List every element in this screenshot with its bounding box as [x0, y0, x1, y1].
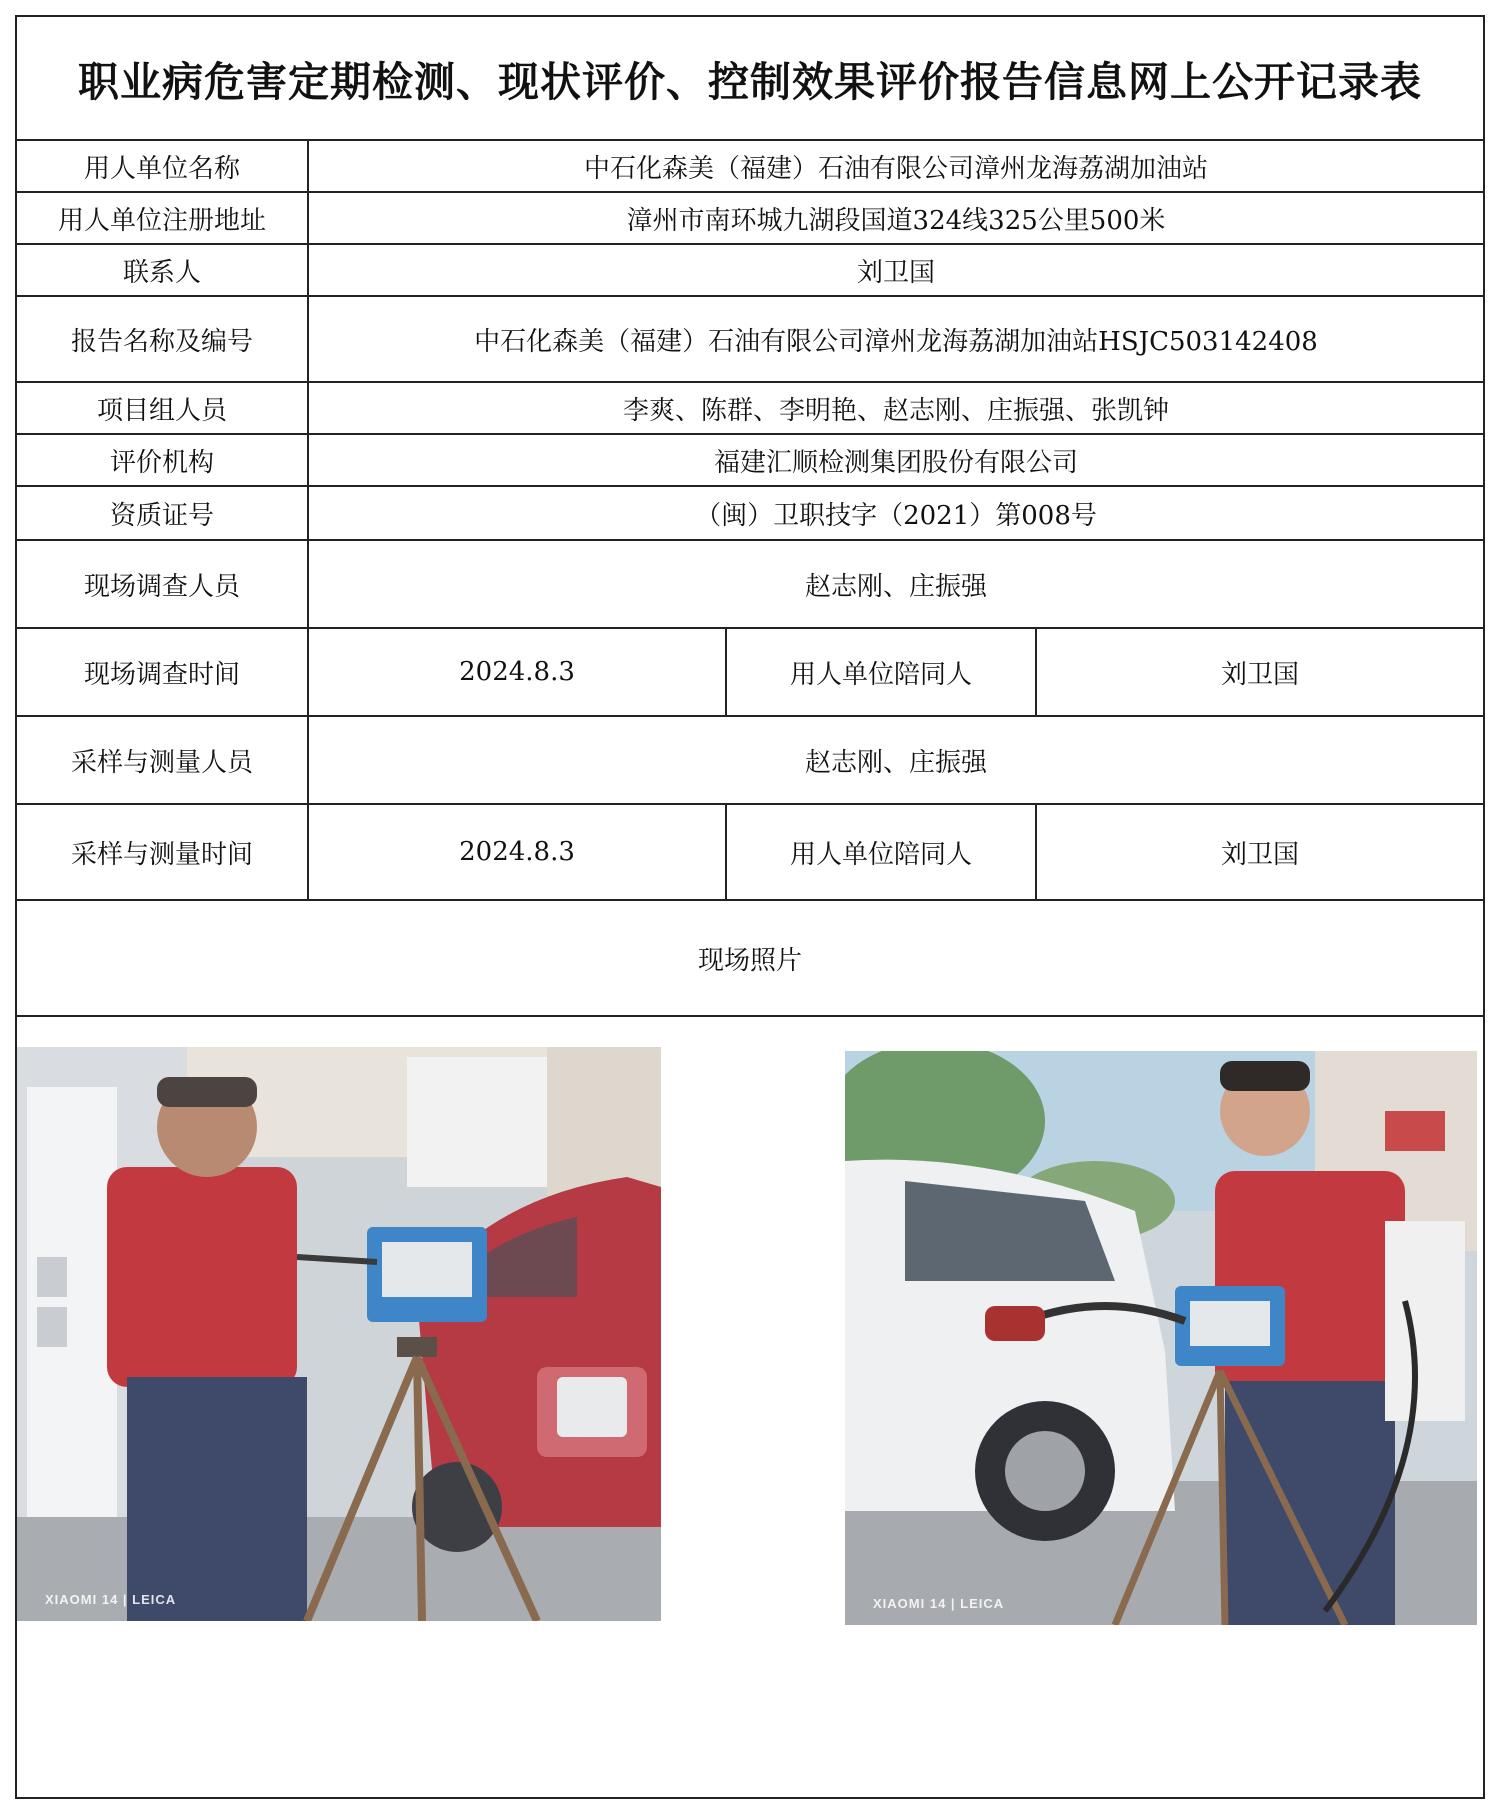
row-evaluation-org	[17, 435, 1483, 487]
row-employer-address	[17, 193, 1483, 245]
sampling-companion-label: 用人单位陪同人	[727, 805, 1037, 899]
survey-companion-value: 刘卫国	[1220, 659, 1299, 690]
record-form	[15, 15, 1485, 1799]
row-sampling-time	[17, 805, 1483, 901]
site-photo-left	[17, 1047, 661, 1621]
qualification-label: 资质证号	[17, 487, 309, 539]
row-qualification	[17, 487, 1483, 541]
site-photos-heading: 现场照片	[17, 901, 1483, 1017]
photo-watermark-left: XIAOMI 14 | LEICA	[45, 1592, 177, 1607]
contact-label: 联系人	[17, 245, 309, 295]
sampling-time-label: 采样与测量时间	[17, 805, 309, 899]
sampling-staff-value: 赵志刚、庄振强	[804, 747, 987, 778]
project-members-label: 项目组人员	[17, 383, 309, 433]
survey-staff-label: 现场调查人员	[17, 541, 309, 627]
survey-staff-value: 赵志刚、庄振强	[804, 571, 987, 602]
site-photo-right	[845, 1051, 1477, 1625]
survey-time-value: 2024.8.3	[309, 629, 727, 715]
evaluation-org-label: 评价机构	[17, 435, 309, 485]
sampling-companion-value: 刘卫国	[1220, 839, 1299, 870]
site-photo-right-drawing	[845, 1051, 1477, 1625]
employer-address-value: 漳州市南环城九湖段国道324线325公里500米	[626, 205, 1166, 236]
employer-address-label: 用人单位注册地址	[17, 193, 309, 243]
report-name-value: 中石化森美（福建）石油有限公司漳州龙海荔湖加油站HSJC503142408	[474, 326, 1318, 357]
row-report-name	[17, 297, 1483, 383]
employer-name-value: 中石化森美（福建）石油有限公司漳州龙海荔湖加油站	[583, 153, 1208, 184]
row-contact	[17, 245, 1483, 297]
survey-companion-label: 用人单位陪同人	[727, 629, 1037, 715]
row-employer-name	[17, 141, 1483, 193]
row-survey-time	[17, 629, 1483, 717]
survey-time-label: 现场调查时间	[17, 629, 309, 715]
row-survey-staff	[17, 541, 1483, 629]
report-name-label: 报告名称及编号	[17, 297, 309, 381]
employer-name-label: 用人单位名称	[17, 141, 309, 191]
project-members-value: 李爽、陈群、李明艳、赵志刚、庄振强、张凯钟	[622, 395, 1169, 426]
row-sampling-staff	[17, 717, 1483, 805]
row-project-members	[17, 383, 1483, 435]
photo-watermark-right: XIAOMI 14 | LEICA	[873, 1596, 1005, 1611]
evaluation-org-value: 福建汇顺检测集团股份有限公司	[713, 447, 1078, 478]
form-title: 职业病危害定期检测、现状评价、控制效果评价报告信息网上公开记录表	[17, 17, 1483, 141]
sampling-staff-label: 采样与测量人员	[17, 717, 309, 803]
sampling-time-value: 2024.8.3	[309, 805, 727, 899]
qualification-value: （闽）卫职技字（2021）第008号	[695, 500, 1097, 531]
site-photo-left-drawing	[17, 1047, 661, 1621]
contact-value: 刘卫国	[856, 257, 935, 288]
